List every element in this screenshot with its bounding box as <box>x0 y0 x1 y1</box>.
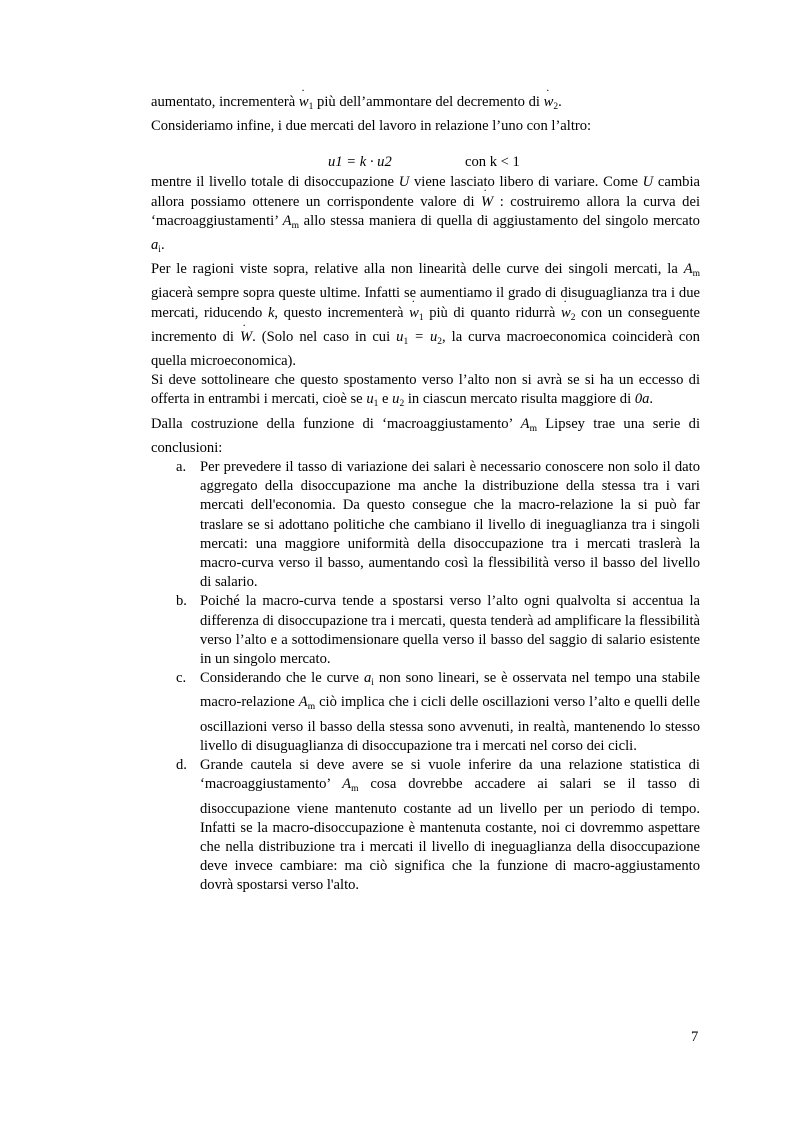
page-body <box>151 93 700 896</box>
list-item: c. Considerando che le curve $a_i$ non sono lineari, se è osservata nel tempo una stabile macro-relazione $A_m$ ciò implica che i cicli delle oscillazioni verso l’alto e quelli delle oscillazioni verso il basso della stessa sono avvenuti, in realtà, mantenendo lo stesso livello di disuguaglianza di disoccupazione tra i mercati nel corso dei cicli. <box>176 670 700 754</box>
U-symbol: U <box>398 174 410 191</box>
W-dot-symbol: ˙ W <box>240 328 252 347</box>
list-item: d. Grande cautela si deve avere se si vuole inferire da una relazione statistica di ‘macroaggiustamento’ $A_m$ cosa dovrebbe accadere ai salari se il tasso di disoccupazione viene mantenuto costante ad un livello per un periodo di tempo. Infatti se la macro-disoccupazione è mantenuta costante, noi ci dovremmo aspettare che nella distribuzione tra i mercati il livello di ineguaglianza della disoccupazione deve invece cambiare: ma ciò significa che la funzione di macro-aggiustamento dovrà spostarsi verso l'alto. <box>176 757 700 894</box>
paragraph-line1: aumentato, incrementerà ˙ $w_1$ più dell’ammontare del decremento di ˙ $w_2$. <box>151 93 700 117</box>
list-label: d. <box>176 757 187 774</box>
w2-dot-symbol: ˙ $w_2$ <box>544 93 558 117</box>
ai-symbol: $a_i$ <box>363 670 374 689</box>
W-dot-symbol: ˙ W <box>481 193 493 212</box>
u1-symbol: $u_1$ <box>366 391 379 410</box>
w1-dot-symbol: ˙ $w_1$ <box>299 93 313 117</box>
text-segment: aumentato, incrementerà <box>151 94 296 110</box>
zero-a-symbol: 0a <box>634 391 650 408</box>
Am-symbol: $A_m$ <box>520 415 537 434</box>
list-label: c. <box>176 670 187 687</box>
list-item: a. Per prevedere il tasso di variazione dei salari è necessario conoscere non solo il dato aggregato della disoccupazione ma anche la distribuzione della stessa tra i vari mercati dell'economia. Da questo consegue che la macro-relazione la si può far traslare se si adottano politiche che cambiano il livello di ineguaglianza tra i singoli mercati: una maggiore uniformità della disoccupazione tra i mercati traslerà la macro-curva verso il basso, aumentando così la flessibilità verso il basso del livello di salario. <box>176 459 700 591</box>
u1-equals-u2: $u_1 = u_2$ <box>396 328 443 347</box>
Am-symbol: $A_m$ <box>298 694 316 713</box>
page-number: 7 <box>691 1029 699 1045</box>
paragraph-4: Dalla costruzione della funzione di ‘macroaggiustamento’ $A_m$ Lipsey trae una serie di conclusioni: <box>151 415 700 456</box>
paragraph-line2: Consideriamo infine, i due mercati del lavoro in relazione l’uno con l’altro: <box>151 118 592 135</box>
Am-symbol: $A_m$ <box>342 776 359 795</box>
conclusions-list <box>151 458 700 895</box>
Am-symbol: $A_m$ <box>683 261 700 280</box>
list-label: a. <box>176 459 187 476</box>
equation-lhs: u1 = k · u2 <box>328 154 392 171</box>
paragraph-3: Si deve sottolineare che questo spostamento verso l’alto non si avrà se si ha un eccesso di offerta in entrambi i mercati, cioè se $u_1$ e $u_2$ in ciascun mercato risulta maggiore di 0a. <box>151 372 700 410</box>
ai-symbol: $a_i$ <box>151 237 161 256</box>
k-symbol: k <box>267 304 275 321</box>
u2-symbol: $u_2$ <box>392 391 405 410</box>
list-item: b. Poiché la macro-curva tende a spostarsi verso l’alto ogni qualvolta si accentua la differenza di disoccupazione tra i mercati, questa tenderà ad amplificare la flessibilità verso l’alto e a sottodimensionare quella verso il basso del saggio di salario esistente in un singolo mercato. <box>176 593 700 668</box>
equation <box>151 153 700 172</box>
w1-dot-symbol: ˙ $w_1$ <box>409 304 423 328</box>
w2-dot-symbol: ˙ $w_2$ <box>561 304 575 328</box>
text-segment: più dell’ammontare del decremento di <box>317 94 540 110</box>
paragraph-1: mentre il livello totale di disoccupazione U viene lasciato libero di variare. Come U cambia allora possiamo ottenere un corrispondente valore di ˙ W : costruiremo allora la curva dei ‘macroaggiustamenti’ $A_m$ allo stessa maniera di quella di aggiustamento del singolo mercato $a_i$. <box>151 173 700 260</box>
paragraph-2: Per le ragioni viste sopra, relative alla non linearità delle curve dei singoli mercati, la $A_m$ giacerà sempre sopra queste ultime. Infatti se aumentiamo il grado di disuguaglianza tra i due mercati, riducendo k, questo incrementerà ˙ $w_1$ più di quanto ridurrà ˙ $w_2$ con un conseguente incremento di ˙ W. (Solo nel caso in cui $u_1 = u_2$, la curva macroeconomica coinciderà con quella microeconomica). <box>151 260 700 371</box>
equation-condition: con k < 1 <box>465 154 520 171</box>
Am-symbol: $A_m$ <box>282 212 299 231</box>
list-label: b. <box>176 593 187 610</box>
